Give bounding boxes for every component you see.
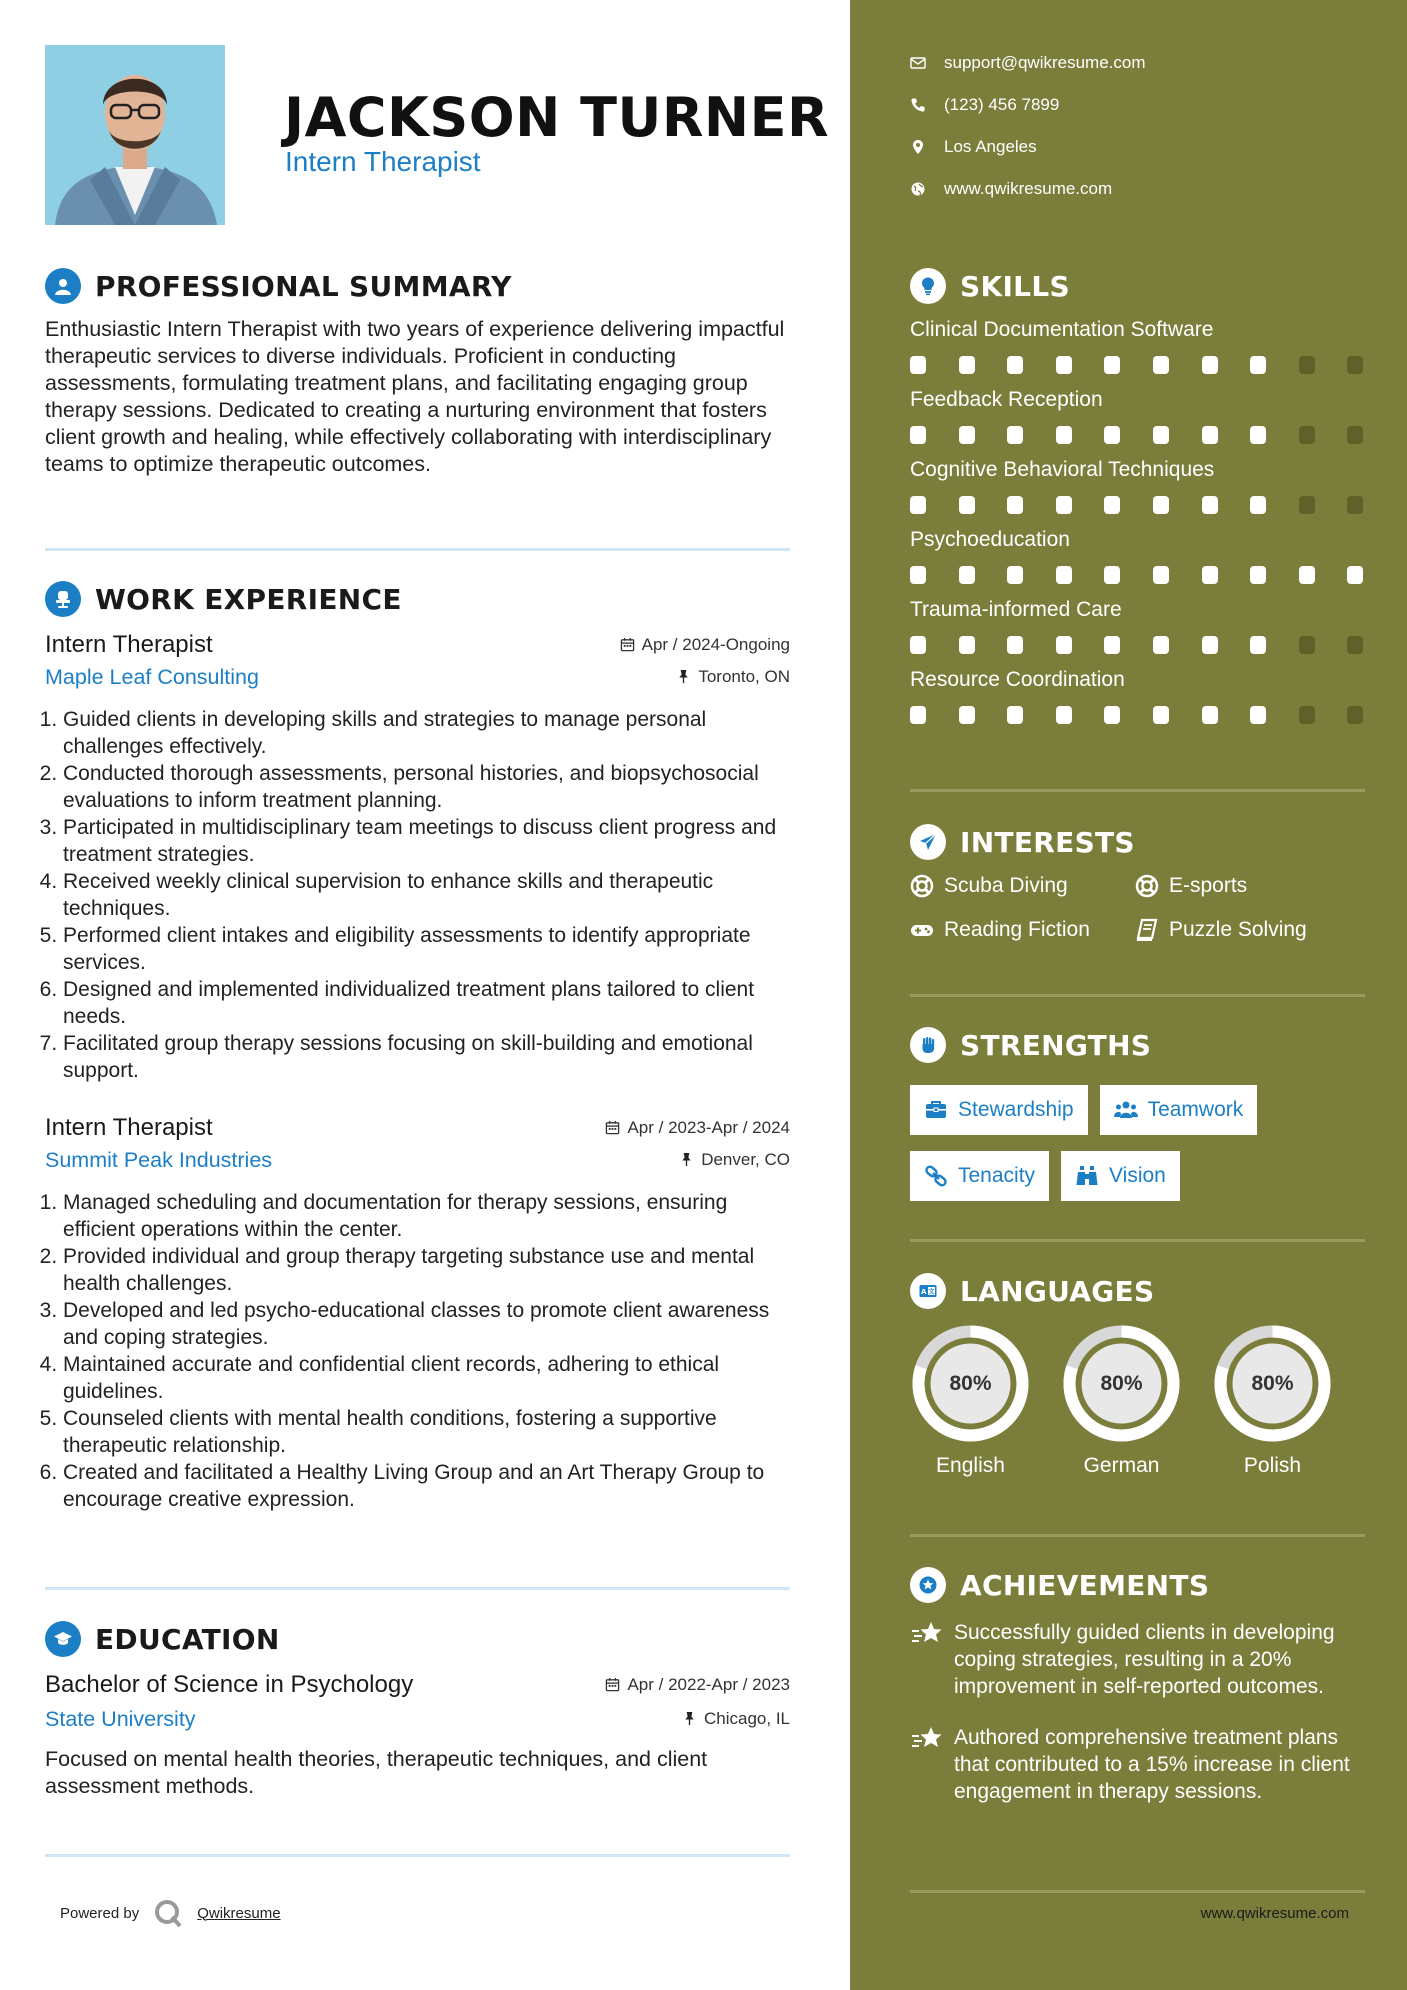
rating-dot-filled	[959, 496, 975, 514]
list-item: 1. Managed scheduling and documentation for therapy sessions, ensuring efficient operations within the center.	[63, 1189, 790, 1243]
interest-label: Puzzle Solving	[1169, 918, 1307, 941]
rating-dot-filled	[1153, 706, 1169, 724]
section-header	[910, 1273, 1370, 1309]
skills-list	[910, 318, 1370, 724]
interest-label: Reading Fiction	[944, 918, 1090, 941]
professional-summary-section	[45, 268, 790, 478]
envelope-icon	[910, 55, 926, 71]
list-item: 2. Conducted thorough assessments, personal histories, and biopsychosocial evaluations to inform treatment planning.	[63, 760, 790, 814]
section-title: EDUCATION	[95, 1622, 280, 1656]
divider	[910, 1534, 1365, 1537]
duties-list	[45, 706, 790, 1084]
education-location-text: Chicago, IL	[704, 1708, 790, 1728]
contact-website-text: www.qwikresume.com	[944, 179, 1113, 198]
section-header	[910, 268, 1370, 304]
job-dates-text: Apr / 2023-Apr / 2024	[627, 1117, 790, 1137]
rating-dot-filled	[1202, 496, 1218, 514]
skill-item	[910, 318, 1370, 374]
rating-dot-filled	[1250, 636, 1266, 654]
rating-dot-filled	[1347, 566, 1363, 584]
rating-dot-filled	[1007, 706, 1023, 724]
rating-dot-filled	[1056, 356, 1072, 374]
users-icon	[1114, 1098, 1138, 1122]
job-location-text: Denver, CO	[701, 1149, 790, 1169]
list-item: 7. Facilitated group therapy sessions focusing on skill-building and emotional support.	[63, 1030, 790, 1084]
qwikresume-logo-icon	[153, 1898, 183, 1928]
skill-name: Trauma-informed Care	[910, 598, 1122, 621]
rating-dot-empty	[1299, 706, 1315, 724]
skill-rating	[910, 496, 1370, 514]
list-item: 5. Counseled clients with mental health conditions, fostering a supportive therapeutic relationship.	[63, 1405, 790, 1459]
skill-rating	[910, 636, 1370, 654]
calendar-icon	[620, 637, 635, 652]
interest-item	[910, 874, 1135, 898]
language-ring	[1061, 1323, 1182, 1444]
education-dates-text: Apr / 2022-Apr / 2023	[627, 1674, 790, 1694]
skill-item	[910, 598, 1370, 654]
rating-dot-filled	[1007, 356, 1023, 374]
profile-photo	[45, 45, 225, 225]
sidebar	[850, 0, 1407, 1990]
rating-dot-filled	[1056, 426, 1072, 444]
contact-phone-text: (123) 456 7899	[944, 95, 1060, 114]
contact-phone[interactable]	[910, 84, 1146, 126]
job-header	[45, 1114, 790, 1142]
rating-dot-filled	[1250, 356, 1266, 374]
achievement-text: Authored comprehensive treatment plans that contributed to a 15% increase in client engagement in therapy sessions.	[954, 1726, 1350, 1803]
briefcase-icon	[924, 1098, 948, 1122]
education-subheader	[45, 1707, 790, 1732]
rating-dot-filled	[1056, 636, 1072, 654]
summary-text: Enthusiastic Intern Therapist with two years of experience delivering impactful therapeutic services to diverse individuals. Proficient in conducting assessments, formulating treatment plans, and facilitating engaging group therapy sessions. Dedicated to creating a nurturing environment that fosters client growth and healing, while effectively collaborating with interdisciplinary teams to optimize therapeutic outcomes.	[45, 317, 785, 476]
contact-list	[910, 42, 1146, 210]
interest-label: E-sports	[1169, 874, 1248, 897]
skill-item	[910, 528, 1370, 584]
interest-item	[1135, 918, 1360, 942]
rating-dot-filled	[1104, 636, 1120, 654]
rating-dot-filled	[910, 496, 926, 514]
pin-icon	[679, 1152, 694, 1167]
rating-dot-filled	[1202, 636, 1218, 654]
interest-item	[1135, 874, 1360, 898]
lightbulb-icon	[910, 268, 946, 304]
job-location-text: Toronto, ON	[698, 666, 790, 686]
rating-dot-filled	[910, 636, 926, 654]
phone-icon	[910, 97, 926, 113]
powered-by	[60, 1898, 281, 1928]
rating-dot-filled	[910, 566, 926, 584]
job-dates	[605, 1118, 790, 1138]
section-header	[45, 268, 790, 304]
pin-icon	[676, 669, 691, 684]
divider	[910, 789, 1365, 792]
divider	[45, 1854, 790, 1857]
rating-dot-filled	[1299, 566, 1315, 584]
skill-rating	[910, 426, 1370, 444]
rating-dot-filled	[1250, 706, 1266, 724]
rating-dot-empty	[1347, 706, 1363, 724]
rating-dot-empty	[1299, 356, 1315, 374]
rating-dot-empty	[1299, 496, 1315, 514]
interest-label: Scuba Diving	[944, 874, 1068, 897]
section-header	[45, 1621, 790, 1657]
language-item	[1212, 1323, 1333, 1478]
rating-dot-empty	[1347, 356, 1363, 374]
job-subheader	[45, 665, 790, 690]
languages-section	[910, 1273, 1370, 1478]
duties-list	[45, 1189, 790, 1513]
rating-dot-empty	[1299, 636, 1315, 654]
section-title: PROFESSIONAL SUMMARY	[95, 269, 512, 303]
skill-item	[910, 388, 1370, 444]
rating-dot-empty	[1347, 426, 1363, 444]
education-description: Focused on mental health theories, therapeutic techniques, and client assessment methods.	[45, 1747, 708, 1798]
job-subheader	[45, 1148, 790, 1173]
strength-label: Teamwork	[1147, 1098, 1244, 1121]
section-header	[910, 1567, 1370, 1603]
education-header	[45, 1671, 790, 1699]
star-badge-icon	[910, 1567, 946, 1603]
rating-dot-filled	[1250, 426, 1266, 444]
section-header	[910, 824, 1370, 860]
school-name: State University	[45, 1707, 196, 1731]
language-percent: 80%	[949, 1371, 992, 1395]
svg-text:A: A	[920, 1288, 927, 1296]
rating-dot-filled	[959, 356, 975, 374]
education-section	[45, 1621, 790, 1800]
rating-dot-empty	[1299, 426, 1315, 444]
strengths-section	[910, 1027, 1370, 1201]
rating-dot-filled	[1202, 566, 1218, 584]
skill-rating	[910, 356, 1370, 374]
contact-location-text: Los Angeles	[944, 137, 1037, 156]
achievements-section	[910, 1567, 1370, 1805]
interest-item	[910, 918, 1135, 942]
candidate-name: JACKSON TURNER	[284, 86, 830, 149]
rating-dot-filled	[959, 566, 975, 584]
work-experience-section	[45, 581, 790, 1513]
gamepad-icon	[910, 918, 934, 942]
rating-dot-filled	[1153, 496, 1169, 514]
graduation-cap-icon	[45, 1621, 81, 1657]
contact-email[interactable]	[910, 42, 1146, 84]
map-marker-icon	[910, 139, 926, 155]
rating-dot-filled	[1007, 636, 1023, 654]
rating-dot-filled	[1104, 706, 1120, 724]
calendar-icon	[605, 1677, 620, 1692]
shooting-star-icon	[910, 1619, 944, 1649]
binoculars-icon	[1075, 1164, 1099, 1188]
rating-dot-filled	[1007, 426, 1023, 444]
rating-dot-empty	[1347, 496, 1363, 514]
divider	[45, 1587, 790, 1590]
calendar-icon	[605, 1120, 620, 1135]
skill-name: Cognitive Behavioral Techniques	[910, 458, 1215, 481]
rating-dot-filled	[959, 636, 975, 654]
job-title: Intern Therapist	[45, 1114, 213, 1141]
rating-dot-filled	[1153, 566, 1169, 584]
rating-dot-filled	[1104, 426, 1120, 444]
strength-label: Tenacity	[958, 1164, 1036, 1187]
language-name: English	[936, 1454, 1005, 1477]
rating-dot-filled	[1056, 566, 1072, 584]
job-location	[679, 1150, 790, 1170]
divider	[910, 994, 1365, 997]
rating-dot-filled	[1250, 566, 1266, 584]
section-header	[910, 1027, 1370, 1063]
lifebuoy-icon	[1135, 874, 1159, 898]
language-ring	[910, 1323, 1031, 1444]
job-entry	[45, 631, 790, 1084]
section-title: ACHIEVEMENTS	[960, 1568, 1210, 1602]
divider	[910, 1239, 1365, 1242]
rating-dot-empty	[1347, 636, 1363, 654]
divider	[910, 1890, 1365, 1893]
pin-icon	[682, 1711, 697, 1726]
section-title: LANGUAGES	[960, 1274, 1155, 1308]
briefcase-chair-icon	[45, 581, 81, 617]
section-title: INTERESTS	[960, 825, 1135, 859]
rating-dot-filled	[1007, 566, 1023, 584]
company-name: Summit Peak Industries	[45, 1148, 273, 1172]
achievement-text: Successfully guided clients in developing coping strategies, resulting in a 20% improvement in self-reported outcomes.	[954, 1621, 1335, 1698]
job-dates-text: Apr / 2024-Ongoing	[641, 634, 790, 654]
strength-chip	[1100, 1085, 1258, 1135]
achievement-item	[910, 1724, 1370, 1805]
list-item: 3. Developed and led psycho-educational classes to promote client awareness and coping strategies.	[63, 1297, 790, 1351]
language-percent: 80%	[1251, 1371, 1294, 1395]
rating-dot-filled	[1250, 496, 1266, 514]
divider	[45, 548, 790, 551]
strength-chip	[910, 1085, 1088, 1135]
section-title: SKILLS	[960, 269, 1070, 303]
rating-dot-filled	[1104, 496, 1120, 514]
person-avatar-icon	[45, 45, 225, 225]
contact-email-text: support@qwikresume.com	[944, 53, 1146, 72]
company-name: Maple Leaf Consulting	[45, 665, 259, 689]
education-location	[682, 1709, 790, 1729]
interests-section	[910, 824, 1370, 942]
skill-item	[910, 458, 1370, 514]
rating-dot-filled	[1007, 496, 1023, 514]
skill-item	[910, 668, 1370, 724]
skill-name: Clinical Documentation Software	[910, 318, 1214, 341]
raised-fist-icon	[910, 1027, 946, 1063]
list-item: 2. Provided individual and group therapy targeting substance use and mental health challenges.	[63, 1243, 790, 1297]
strength-label: Vision	[1109, 1164, 1166, 1187]
list-item: 3. Participated in multidisciplinary team meetings to discuss client progress and treatment strategies.	[63, 814, 790, 868]
degree-title: Bachelor of Science in Psychology	[45, 1671, 414, 1698]
powered-by-label: Powered by	[60, 1904, 140, 1922]
list-item: 5. Performed client intakes and eligibility assessments to identify appropriate services.	[63, 922, 790, 976]
list-item: 4. Maintained accurate and confidential client records, adhering to ethical guidelines.	[63, 1351, 790, 1405]
language-ring	[1212, 1323, 1333, 1444]
list-item: 4. Received weekly clinical supervision to enhance skills and therapeutic techniques.	[63, 868, 790, 922]
rating-dot-filled	[910, 356, 926, 374]
rating-dot-filled	[1202, 426, 1218, 444]
user-icon	[45, 268, 81, 304]
interests-list	[910, 874, 1370, 942]
paper-plane-icon	[910, 824, 946, 860]
footer-website[interactable]: www.qwikresume.com	[1200, 1905, 1349, 1922]
rating-dot-filled	[959, 426, 975, 444]
globe-icon	[910, 181, 926, 197]
language-item	[1061, 1323, 1182, 1478]
section-header	[45, 581, 790, 617]
achievement-item	[910, 1619, 1370, 1700]
book-icon	[1135, 918, 1159, 942]
language-name: German	[1083, 1454, 1160, 1477]
education-dates	[605, 1675, 790, 1695]
rating-dot-filled	[1104, 356, 1120, 374]
rating-dot-filled	[910, 706, 926, 724]
rating-dot-filled	[1153, 356, 1169, 374]
job-location	[676, 667, 790, 687]
rating-dot-filled	[1056, 706, 1072, 724]
rating-dot-filled	[910, 426, 926, 444]
shooting-star-icon	[910, 1724, 944, 1754]
language-percent: 80%	[1100, 1371, 1143, 1395]
job-title: Intern Therapist	[45, 631, 213, 658]
contact-location	[910, 126, 1146, 168]
languages-list	[910, 1323, 1370, 1478]
skills-section	[910, 268, 1370, 724]
qwikresume-link[interactable]: Qwikresume	[197, 1904, 281, 1922]
language-name: Polish	[1243, 1454, 1302, 1477]
section-title: STRENGTHS	[960, 1028, 1152, 1062]
strength-chip	[1061, 1151, 1180, 1201]
skill-name: Resource Coordination	[910, 668, 1125, 691]
link-icon	[924, 1164, 948, 1188]
job-entry	[45, 1114, 790, 1513]
contact-website[interactable]	[910, 168, 1146, 210]
list-item: 1. Guided clients in developing skills and strategies to manage personal challenges effectively.	[63, 706, 790, 760]
job-header	[45, 631, 790, 659]
section-title: WORK EXPERIENCE	[95, 582, 402, 616]
strength-label: Stewardship	[958, 1098, 1074, 1121]
list-item: 6. Designed and implemented individualized treatment plans tailored to client needs.	[63, 976, 790, 1030]
rating-dot-filled	[1202, 356, 1218, 374]
rating-dot-filled	[1104, 566, 1120, 584]
lifebuoy-icon	[910, 874, 934, 898]
language-item	[910, 1323, 1031, 1478]
skill-rating	[910, 706, 1370, 724]
skill-name: Feedback Reception	[910, 388, 1103, 411]
candidate-role: Intern Therapist	[285, 146, 481, 177]
skill-name: Psychoeducation	[910, 528, 1070, 551]
job-dates	[620, 635, 790, 655]
rating-dot-filled	[1153, 426, 1169, 444]
rating-dot-filled	[1056, 496, 1072, 514]
rating-dot-filled	[1153, 636, 1169, 654]
rating-dot-filled	[959, 706, 975, 724]
svg-text:文: 文	[928, 1288, 935, 1296]
strength-chip	[910, 1151, 1049, 1201]
strengths-list	[910, 1085, 1370, 1201]
skill-rating	[910, 566, 1370, 584]
language-icon	[910, 1273, 946, 1309]
list-item: 6. Created and facilitated a Healthy Living Group and an Art Therapy Group to encourage creative expression.	[63, 1459, 790, 1513]
rating-dot-filled	[1202, 706, 1218, 724]
